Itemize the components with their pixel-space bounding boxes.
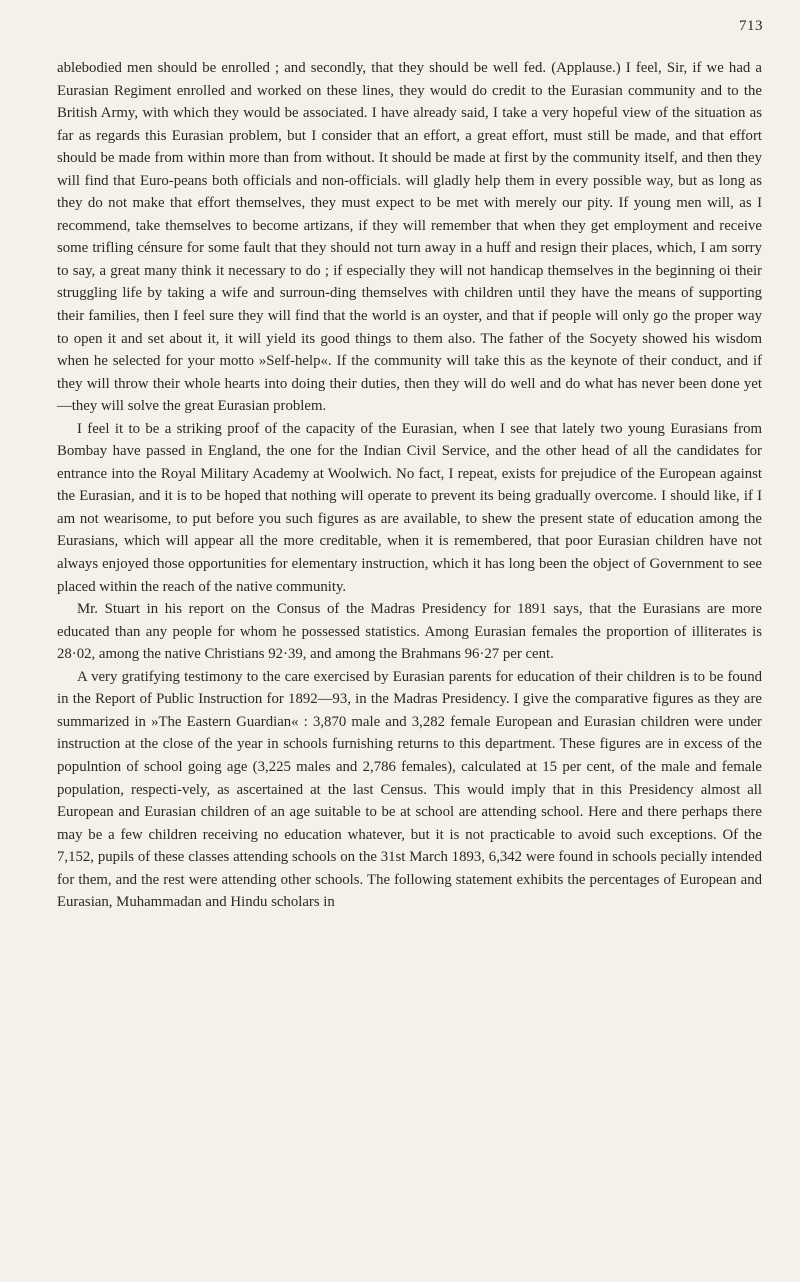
paragraph: I feel it to be a striking proof of the capacity of the Eurasian, when I see that lately two young Eurasians from Bombay have passed in England, the one for the Indian Civil Service, and the other head of all the candidates for entrance into the Royal Military Academy at Woolwich. No fact, I repeat, exists for prejudice of the European against the Eurasian, and it is to be hoped that nothing will operate to prevent its being gradually overcome. I should like, if I am not wearisome, to put before you such figures as are available, to shew the present state of education among the Eurasians, which will appear all the more creditable, when it is remembered, that poor Eurasian children have not always enjoyed those opportunities for elementary instruction, which it has long been the object of Government to see placed within the reach of the native community. xyxy=(57,420,762,595)
body-text xyxy=(57,57,762,914)
page-number: 713 xyxy=(739,18,763,34)
paragraph: Mr. Stuart in his report on the Consus of the Madras Presidency for 1891 says, that the Eurasians are more educated than any people for whom he possessed statistics. Among Eurasian females the proportion of illiterates is 28·02, among the native Christians 92·39, and among the Brahmans 96·27 per cent. xyxy=(57,601,762,663)
paragraph: A very gratifying testimony to the care exercised by Eurasian parents for education of their children is to be found in the Report of Public Instruction for 1892—93, in the Madras Presidency. I give the comparative figures as they are summarized in »The Eastern Guardian« : 3,870 male and 3,282 female European and Eurasian children were under instruction at the close of the year in schools furnishing returns to this department. These figures are in excess of the populntion of school going age (3,225 males and 2,786 females), calculated at 15 per cent, of the male and female population, respecti-vely, as ascertained at the last Census. This would imply that in this Presidency almost all European and Eurasian children of an age suitable to be at school are attending school. Here and there perhaps there may be a few children receiving no education whatever, but it is not practicable to avoid such exceptions. Of the 7,152, pupils of these classes attending schools on the 31st March 1893, 6,342 were found in schools pecially intended for them, and the rest were attending other schools. The following statement exhibits the percentages of European and Eurasian, Muhammadan and Hindu scholars in xyxy=(57,668,762,911)
paragraph: ablebodied men should be enrolled ; and secondly, that they should be well fed. (Applause.) I feel, Sir, if we had a Eurasian Regiment enrolled and worked on these lines, they would do credit to the Eurasian community and to the British Army, with which they would be associated. I have already said, I take a very hopeful view of the situation as far as regards this Eurasian problem, but I consider that an effort, a great effort, must still be made, and that effort should be made from within more than from without. It should be made at first by the community itself, and then they will find that Euro-peans both officials and non-officials. will gladly help them in every possible way, but as long as they do not make that effort themselves, they must expect to be met with merely our pity. If young men will, as I recommend, take themselves to become artizans, if they will remember that when they get employment and receive some trifling cénsure for some fault that they should not turn away in a huff and resign their places, which, I am sorry to say, a great many think it necessary to do ; if especially they will not handicap themselves in the beginning oi their struggling life by taking a wife and surroun-ding themselves with children until they have the means of supporting their families, then I feel sure they will find that the world is an oyster, and that if people will only go the proper way to open it and set about it, it will yield its good things to them also. The father of the Socyety showed his wisdom when he selected for your motto »Self-help«. If the community will take this as the keynote of their conduct, and if they will throw their whole hearts into doing their duties, then they will do well and do what has never been done yet—they will solve the great Eurasian problem. xyxy=(57,60,762,415)
